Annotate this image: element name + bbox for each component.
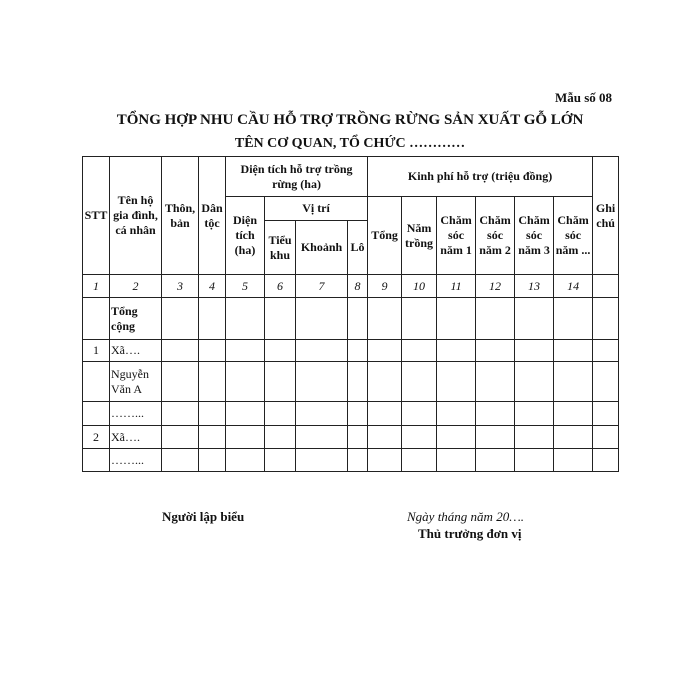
- header-notes: Ghi chú: [593, 157, 619, 275]
- header-compartment: Khoảnh: [296, 221, 348, 275]
- head-of-unit-label: Thủ trưởng đơn vị: [418, 526, 522, 541]
- column-number: 6: [265, 275, 296, 298]
- header-location: Vị trí: [265, 197, 368, 221]
- row-stt: [83, 449, 110, 472]
- table-row: [83, 340, 619, 362]
- header-sub-zone: Tiểu khu: [265, 221, 296, 275]
- header-household-name: Tên hộ gia đình, cá nhân: [110, 157, 162, 275]
- table-row: [83, 298, 619, 340]
- column-number: 5: [226, 275, 265, 298]
- header-funding-group: Kinh phí hỗ trợ (triệu đồng): [368, 157, 593, 197]
- column-number: 4: [199, 275, 226, 298]
- header-area: Diện tích (ha): [226, 197, 265, 275]
- header-care-year-1: Chăm sóc năm 1: [437, 197, 476, 275]
- header-row-1: [83, 157, 619, 197]
- header-stt: STT: [83, 157, 110, 275]
- table-row: [83, 402, 619, 426]
- form-number: Mẫu số 08: [554, 90, 612, 105]
- row-stt: 2: [83, 426, 110, 449]
- column-number: 9: [368, 275, 402, 298]
- header-care-year-n: Chăm sóc năm ...: [554, 197, 593, 275]
- column-number: [593, 275, 619, 298]
- header-planting-year: Năm trồng: [402, 197, 437, 275]
- column-number: 1: [83, 275, 110, 298]
- table-row: [83, 449, 619, 472]
- header-total: Tổng: [368, 197, 402, 275]
- column-number: 10: [402, 275, 437, 298]
- column-number: 12: [476, 275, 515, 298]
- column-number-row: [83, 275, 619, 298]
- document-title: TỔNG HỢP NHU CẦU HỖ TRỢ TRỒNG RỪNG SẢN XUẤT GỖ LỚN: [116, 112, 584, 128]
- row-name: Xã….: [110, 426, 162, 449]
- preparer-signature-label: Người lập biểu: [162, 509, 245, 524]
- row-stt: [83, 362, 110, 402]
- summary-table: [82, 156, 619, 472]
- column-number: 14: [554, 275, 593, 298]
- column-number: 2: [110, 275, 162, 298]
- header-village: Thôn, bản: [162, 157, 199, 275]
- column-number: 13: [515, 275, 554, 298]
- header-lot: Lô: [348, 221, 368, 275]
- header-care-year-2: Chăm sóc năm 2: [476, 197, 515, 275]
- header-care-year-3: Chăm sóc năm 3: [515, 197, 554, 275]
- column-number: 8: [348, 275, 368, 298]
- column-number: 3: [162, 275, 199, 298]
- row-name: Xã….: [110, 340, 162, 362]
- row-stt: [83, 402, 110, 426]
- row-name: Tổng cộng: [110, 298, 162, 340]
- row-stt: 1: [83, 340, 110, 362]
- row-name: ……...: [110, 449, 162, 472]
- row-name: Nguyễn Văn A: [110, 362, 162, 402]
- table-row: [83, 362, 619, 402]
- column-number: 11: [437, 275, 476, 298]
- document-subtitle: TÊN CƠ QUAN, TỔ CHỨC …………: [234, 136, 466, 151]
- header-area-group: Diện tích hỗ trợ trồng rừng (ha): [226, 157, 368, 197]
- date-line: Ngày tháng năm 20….: [407, 509, 524, 524]
- row-name: ……...: [110, 402, 162, 426]
- row-stt: [83, 298, 110, 340]
- header-ethnicity: Dân tộc: [199, 157, 226, 275]
- table-row: [83, 426, 619, 449]
- column-number: 7: [296, 275, 348, 298]
